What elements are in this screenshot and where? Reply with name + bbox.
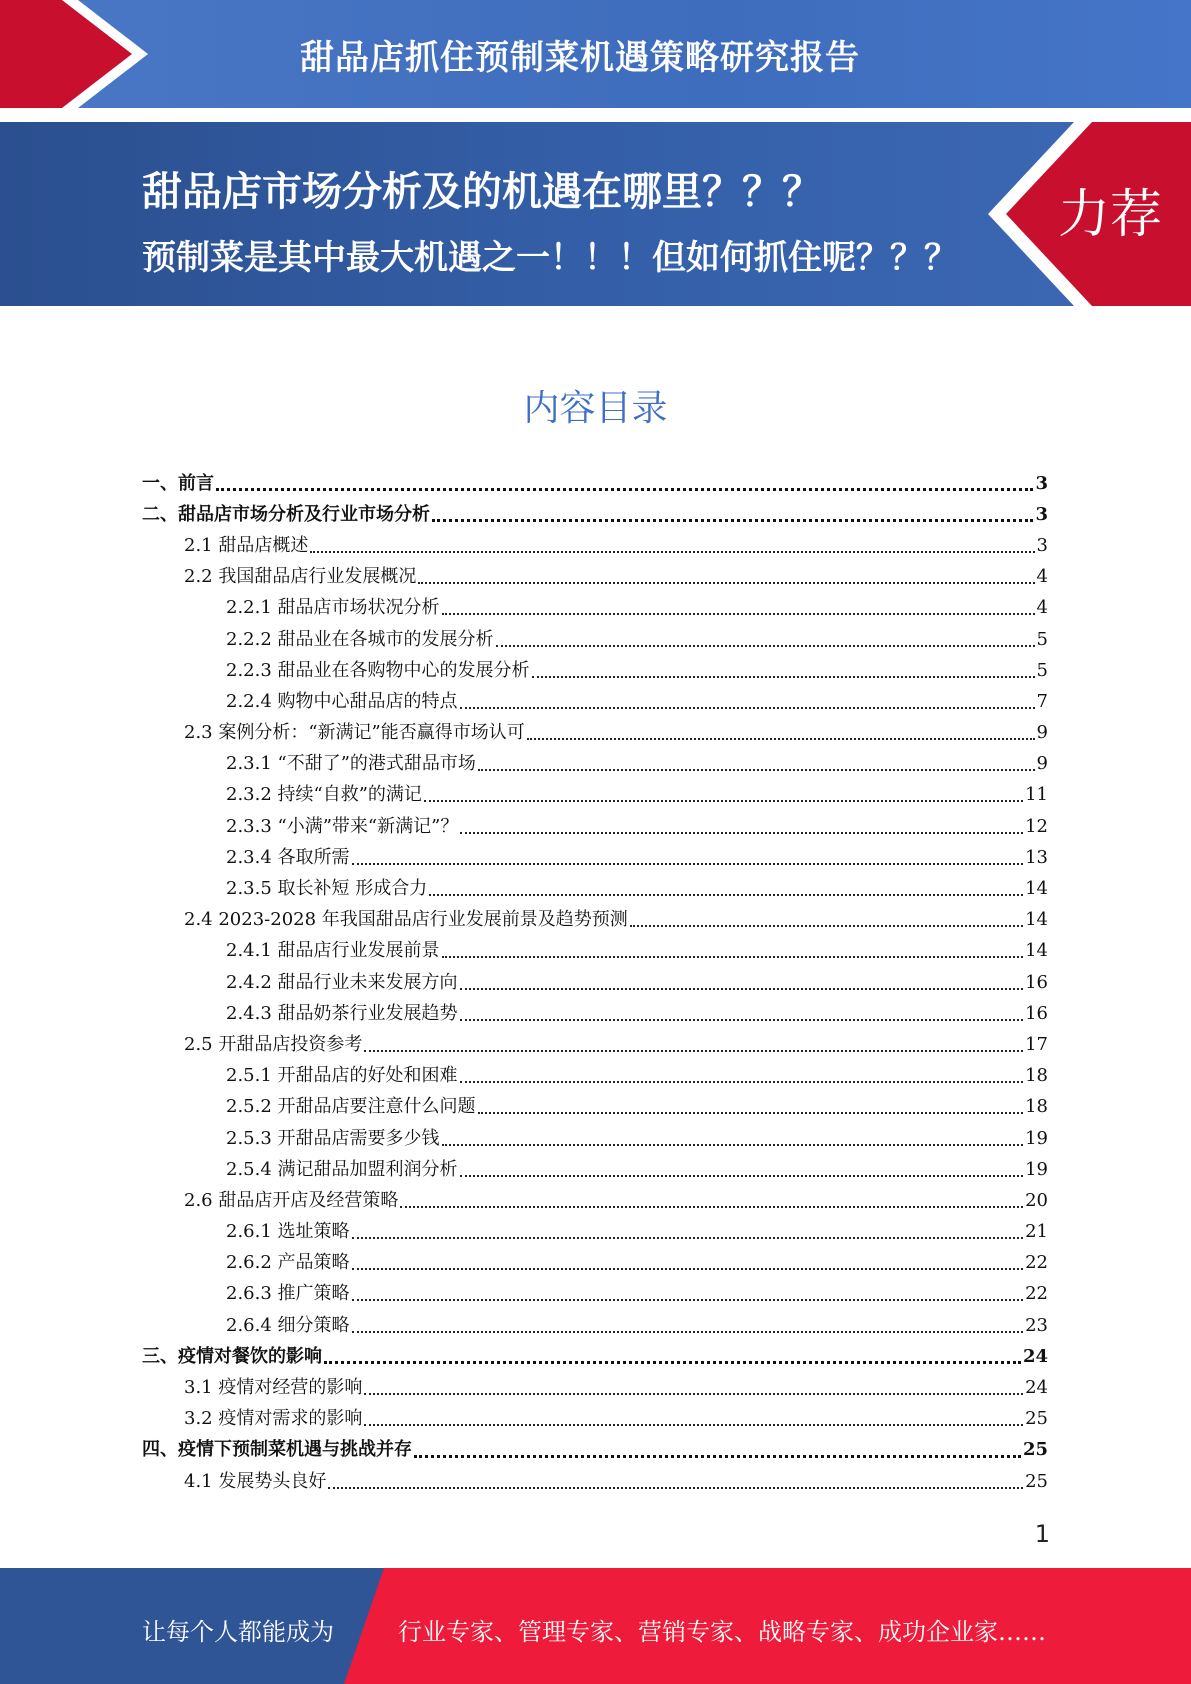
toc-entry[interactable]: [142, 718, 1048, 749]
toc-entry-page: 18: [1025, 1096, 1048, 1118]
toc-entry-page: 25: [1025, 1470, 1048, 1492]
toc-dot-leader: [460, 818, 1023, 834]
toc-entry-label: 2.3.2 持续“自救”的满记: [226, 784, 422, 806]
toc-entry-page: 3: [1035, 503, 1048, 525]
toc-entry-label: 2.6.1 选址策略: [226, 1221, 350, 1243]
toc-dot-leader: [216, 474, 1033, 491]
toc-entry[interactable]: [142, 749, 1048, 780]
toc-entry-label: 3.1 疫情对经营的影响: [184, 1377, 363, 1399]
toc-entry-label: 2.2.1 甜品店市场状况分析: [226, 597, 440, 619]
toc-dot-leader: [496, 631, 1035, 647]
toc-entry-label: 三、疫情对餐饮的影响: [142, 1345, 322, 1367]
toc-entry[interactable]: [142, 1123, 1048, 1154]
toc-entry[interactable]: [142, 562, 1048, 593]
toc-entry[interactable]: [142, 998, 1048, 1029]
toc-dot-leader: [478, 1098, 1024, 1114]
toc-entry-page: 14: [1025, 909, 1048, 931]
toc-entry-page: 11: [1025, 784, 1048, 806]
toc-entry-label: 2.5 开甜品店投资参考: [184, 1033, 363, 1055]
toc-dot-leader: [328, 1473, 1023, 1489]
toc-dot-leader: [460, 1005, 1024, 1021]
toc-entry-label: 2.6 甜品店开店及经营策略: [184, 1189, 399, 1211]
footer-slogan-right: 行业专家、管理专家、营销专家、战略专家、成功企业家……: [398, 1618, 1046, 1646]
toc-entry-page: 19: [1025, 1158, 1048, 1180]
toc-dot-leader: [442, 942, 1024, 958]
toc-entry-page: 5: [1036, 659, 1048, 681]
toc-entry-label: 2.4 2023-2028 年我国甜品店行业发展前景及趋势预测: [184, 909, 628, 931]
toc-entry-label: 2.3.3 “小满”带来“新满记”？: [226, 815, 459, 837]
toc-entry[interactable]: [142, 468, 1048, 499]
hero-subheadline: 预制菜是其中最大机遇之一！！！但如何抓住呢？？？: [142, 238, 958, 278]
toc-entry-label: 2.3.5 取长补短 形成合力: [226, 878, 428, 900]
toc-entry-label: 2.1 甜品店概述: [184, 534, 309, 556]
toc-dot-leader: [442, 1130, 1024, 1146]
toc-dot-leader: [352, 849, 1024, 865]
toc-dot-leader: [400, 1192, 1023, 1208]
toc-entry-page: 19: [1025, 1127, 1048, 1149]
toc-entry-label: 一、前言: [142, 472, 214, 494]
toc-entry-page: 13: [1025, 846, 1048, 868]
toc-entry[interactable]: [142, 1404, 1048, 1435]
toc-entry[interactable]: [142, 686, 1048, 717]
toc-entry-label: 2.4.2 甜品行业未来发展方向: [226, 971, 458, 993]
toc-entry-label: 2.3.4 各取所需: [226, 846, 350, 868]
toc-dot-leader: [364, 1410, 1023, 1426]
toc-entry-label: 4.1 发展势头良好: [184, 1470, 327, 1492]
toc-entry-label: 2.2.4 购物中心甜品店的特点: [226, 690, 458, 712]
toc-dot-leader: [460, 693, 1035, 709]
toc-entry-page: 24: [1025, 1377, 1048, 1399]
toc-entry-page: 25: [1022, 1439, 1048, 1461]
toc-entry[interactable]: [142, 1279, 1048, 1310]
toc-entry-label: 2.2.2 甜品业在各城市的发展分析: [226, 628, 494, 650]
toc-entry[interactable]: [142, 1185, 1048, 1216]
toc-entry-page: 24: [1022, 1345, 1048, 1367]
toc-entry[interactable]: [142, 1341, 1048, 1372]
hero-headline: 甜品店市场分析及的机遇在哪里？？？: [142, 169, 822, 215]
toc-dot-leader: [432, 505, 1033, 522]
toc-entry[interactable]: [142, 936, 1048, 967]
toc-entry-label: 2.3 案例分析：“新满记”能否赢得市场认可: [184, 722, 525, 744]
toc-entry-page: 3: [1036, 534, 1048, 556]
banner-divider: [0, 108, 1191, 122]
toc-dot-leader: [414, 1441, 1021, 1458]
toc-entry[interactable]: [142, 1372, 1048, 1403]
toc-entry-label: 2.5.2 开甜品店要注意什么问题: [226, 1096, 476, 1118]
toc-entry-label: 二、甜品店市场分析及行业市场分析: [142, 503, 430, 525]
toc-entry-label: 2.2.3 甜品业在各购物中心的发展分析: [226, 659, 530, 681]
toc-dot-leader: [460, 974, 1024, 990]
toc-entry[interactable]: [142, 967, 1048, 998]
toc-dot-leader: [310, 537, 1034, 553]
toc-entry[interactable]: [142, 1154, 1048, 1185]
toc-entry-page: 16: [1025, 971, 1048, 993]
toc-entry-page: 22: [1025, 1283, 1048, 1305]
toc-entry[interactable]: [142, 1248, 1048, 1279]
toc-entry-page: 3: [1035, 472, 1048, 494]
toc-entry-page: 22: [1025, 1252, 1048, 1274]
toc-entry[interactable]: [142, 811, 1048, 842]
page-number: 1: [1034, 1520, 1050, 1548]
toc-entry-label: 2.4.1 甜品店行业发展前景: [226, 940, 440, 962]
hero-banner: [0, 122, 1191, 306]
table-of-contents: [142, 468, 1048, 1497]
toc-entry-label: 2.6.3 推广策略: [226, 1283, 350, 1305]
toc-dot-leader: [478, 755, 1035, 771]
recommend-badge: 力荐: [1058, 185, 1163, 245]
toc-entry[interactable]: [142, 842, 1048, 873]
toc-entry[interactable]: [142, 1435, 1048, 1466]
toc-dot-leader: [364, 1036, 1023, 1052]
toc-dot-leader: [460, 1067, 1024, 1083]
toc-entry[interactable]: [142, 1217, 1048, 1248]
toc-entry[interactable]: [142, 499, 1048, 530]
toc-entry[interactable]: [142, 780, 1048, 811]
toc-entry-page: 5: [1036, 628, 1048, 650]
toc-dot-leader: [460, 1161, 1024, 1177]
toc-entry[interactable]: [142, 1310, 1048, 1341]
toc-entry[interactable]: [142, 873, 1048, 904]
toc-entry[interactable]: [142, 905, 1048, 936]
toc-entry-label: 2.3.1 “不甜了”的港式甜品市场: [226, 753, 476, 775]
toc-entry-label: 2.6.2 产品策略: [226, 1252, 350, 1274]
toc-dot-leader: [630, 911, 1023, 927]
toc-entry-page: 20: [1025, 1189, 1048, 1211]
toc-entry-page: 25: [1025, 1408, 1048, 1430]
toc-entry[interactable]: [142, 655, 1048, 686]
toc-entry[interactable]: [142, 593, 1048, 624]
toc-entry-label: 2.5.3 开甜品店需要多少钱: [226, 1127, 440, 1149]
toc-entry-page: 12: [1025, 815, 1048, 837]
toc-dot-leader: [418, 568, 1034, 584]
toc-entry-page: 18: [1025, 1065, 1048, 1087]
toc-entry-label: 2.5.1 开甜品店的好处和困难: [226, 1065, 458, 1087]
toc-entry-page: 9: [1036, 722, 1048, 744]
toc-entry-page: 17: [1025, 1033, 1048, 1055]
toc-dot-leader: [527, 724, 1035, 740]
toc-entry[interactable]: [142, 530, 1048, 561]
toc-entry-page: 9: [1036, 753, 1048, 775]
toc-heading: 内容目录: [523, 388, 668, 429]
report-title: 甜品店抓住预制菜机遇策略研究报告: [300, 38, 860, 78]
toc-dot-leader: [352, 1285, 1024, 1301]
toc-entry-page: 23: [1025, 1314, 1048, 1336]
toc-dot-leader: [532, 662, 1035, 678]
toc-entry[interactable]: [142, 1092, 1048, 1123]
toc-dot-leader: [429, 880, 1023, 896]
footer-slogan-left: 让每个人都能成为: [142, 1618, 334, 1646]
toc-entry[interactable]: [142, 1061, 1048, 1092]
toc-entry-label: 2.2 我国甜品店行业发展概况: [184, 566, 417, 588]
toc-dot-leader: [352, 1254, 1024, 1270]
toc-entry-label: 3.2 疫情对需求的影响: [184, 1408, 363, 1430]
toc-dot-leader: [424, 786, 1023, 802]
top-banner: [0, 0, 1191, 108]
toc-entry[interactable]: [142, 1466, 1048, 1497]
toc-entry-page: 14: [1025, 878, 1048, 900]
toc-entry-label: 2.4.3 甜品奶茶行业发展趋势: [226, 1002, 458, 1024]
toc-entry-label: 2.5.4 满记甜品加盟利润分析: [226, 1158, 458, 1180]
toc-dot-leader: [364, 1379, 1023, 1395]
toc-entry-label: 2.6.4 细分策略: [226, 1314, 350, 1336]
toc-entry-page: 14: [1025, 940, 1048, 962]
toc-entry[interactable]: [142, 624, 1048, 655]
toc-entry[interactable]: [142, 1029, 1048, 1060]
toc-entry-page: 4: [1036, 597, 1048, 619]
toc-entry-page: 21: [1025, 1221, 1048, 1243]
footer-banner: [0, 1568, 1191, 1684]
toc-entry-page: 4: [1036, 566, 1048, 588]
toc-entry-page: 7: [1036, 690, 1048, 712]
toc-entry-label: 四、疫情下预制菜机遇与挑战并存: [142, 1439, 412, 1461]
toc-dot-leader: [442, 599, 1035, 615]
toc-entry-page: 16: [1025, 1002, 1048, 1024]
toc-dot-leader: [324, 1347, 1021, 1364]
toc-dot-leader: [352, 1317, 1024, 1333]
toc-dot-leader: [352, 1223, 1024, 1239]
